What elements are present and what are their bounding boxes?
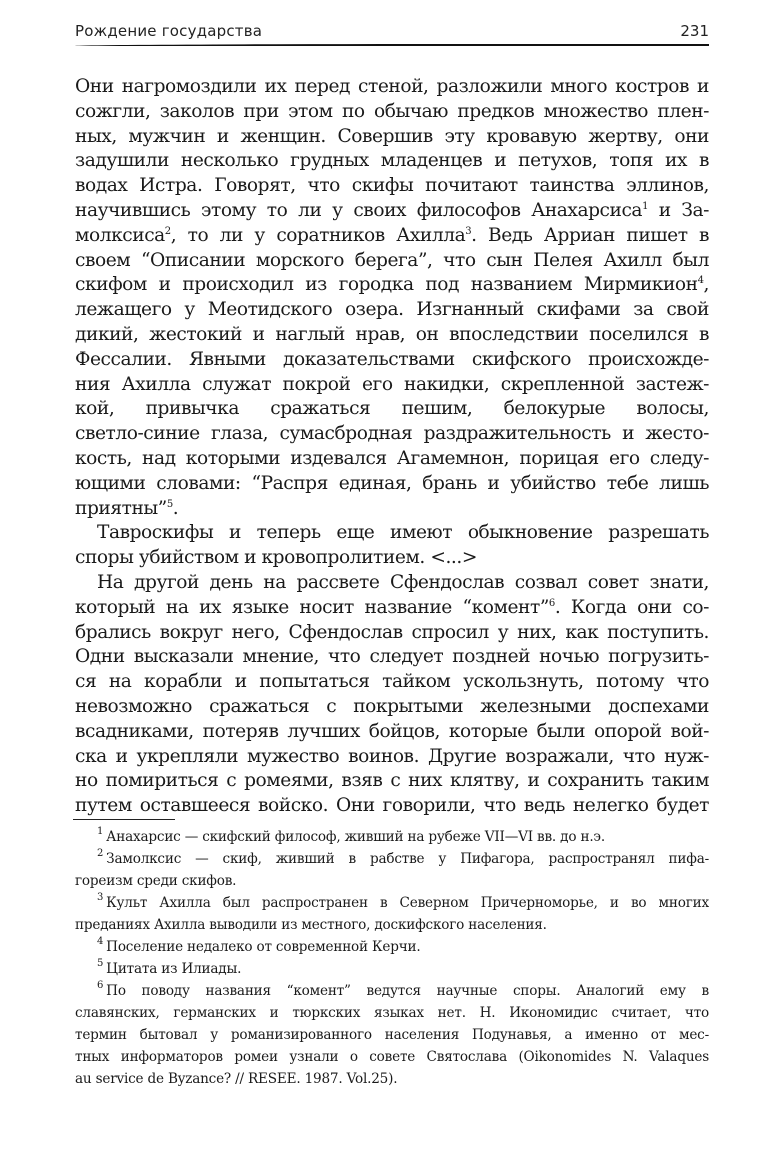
body-text-run: научившись этому то ли у своих философов Анахарсиса — [75, 199, 643, 221]
footnote-number: 3 — [97, 892, 104, 903]
body-text-run: своем “Описании морского берега”, что сын Пелея Ахилл был — [75, 249, 709, 271]
footnote-text: тных информаторов ромеи узнали о совете Святослава (Oikonomides N. Valaques — [75, 1049, 709, 1065]
footnote-ref: 2 — [164, 225, 171, 237]
page-number: 231 — [680, 22, 709, 40]
body-text-run: . Когда они со- — [554, 596, 709, 618]
footnote-text: Замолксис — скиф, живший в рабстве у Пифагора, распространял пифа- — [106, 851, 709, 867]
footnote-separator — [73, 819, 175, 820]
footnote-text: преданиях Ахилла выводили из местного, доскифского населения. — [75, 917, 547, 933]
body-line — [75, 447, 709, 472]
footnote-number: 2 — [97, 848, 104, 859]
body-text-run: скифом и происходил из городка под названием Мирмикион — [75, 274, 698, 296]
body-line — [75, 645, 709, 670]
body-text-run: ния Ахилла служат покрой его накидки, скрепленной застеж- — [75, 373, 709, 395]
body-line — [75, 745, 709, 770]
body-line — [75, 695, 709, 720]
footnote-number: 5 — [97, 958, 104, 969]
footnote-text: Анахарсис — скифский философ, живший на рубеже VII—VI вв. до н.э. — [106, 829, 605, 845]
body-text-run: Тавроскифы и теперь еще имеют обыкновение разрешать — [97, 522, 709, 544]
footnote-number: 4 — [97, 936, 104, 947]
footnote-ref: 4 — [697, 275, 704, 287]
footnote-text: славянских, германских и тюркских языках нет. Н. Икономидис считает, что — [75, 1005, 709, 1021]
body-line — [75, 670, 709, 695]
body-line — [75, 174, 709, 199]
body-text-run: Они нагромоздили их перед стеной, разложили много костров и — [75, 76, 709, 97]
footnote-line — [75, 980, 709, 1002]
footnote-text: По поводу названия “комент” ведутся научные споры. Аналогий ему в — [106, 983, 709, 999]
body-line — [75, 125, 709, 150]
body-line — [75, 571, 709, 596]
footnote-line — [75, 870, 709, 892]
body-text-run: ющими словами: “Распря единая, брань и убийство тебе лишь — [75, 472, 709, 494]
running-title: Рождение государства — [75, 22, 263, 40]
footnote-line — [75, 1002, 709, 1024]
header-rule — [75, 44, 709, 46]
body-text-run: дикий, жестокий и наглый нрав, он впоследствии поселился в — [75, 323, 709, 345]
body-text-run: водах Истра. Говорят, что скифы почитают таинства эллинов, — [75, 175, 709, 197]
body-text-run: который на их языке носит название “комент” — [75, 596, 549, 618]
body-line — [75, 720, 709, 745]
body-line — [75, 472, 709, 497]
body-text-run: брались вокруг него, Сфендослав спросил у них, как поступить. — [75, 621, 709, 643]
footnote-text: термин бытовал у романизированного населения Подунавья, а именно от мес- — [75, 1027, 709, 1043]
footnote-line — [75, 1024, 709, 1046]
body-line — [75, 273, 709, 298]
body-text-run: молксиса — [75, 224, 165, 246]
body-text-run: светло-синие глаза, сумасбродная раздражительность и жесто- — [75, 423, 709, 445]
running-header — [75, 22, 709, 46]
footnote-number: 6 — [97, 980, 104, 991]
body-line — [75, 100, 709, 125]
body-text-run: споры убийством и кровопролитием. <...> — [75, 547, 477, 569]
body-line — [75, 596, 709, 621]
body-line — [75, 249, 709, 274]
body-line — [75, 149, 709, 174]
footnote-ref: 6 — [548, 597, 555, 609]
body-line — [75, 199, 709, 224]
footnote-line — [75, 826, 709, 848]
footnote-line — [75, 1068, 709, 1090]
body-text-run: кость, над которыми издевался Агамемнон, порицая его следу- — [75, 447, 709, 469]
body-text — [75, 75, 709, 819]
footnote-line — [75, 892, 709, 914]
body-line — [75, 422, 709, 447]
body-line — [75, 75, 709, 100]
body-text-run: , — [703, 274, 709, 296]
body-text-run: путем оставшееся войско. Они говорили, что ведь нелегко будет — [75, 795, 709, 817]
footnote-line — [75, 914, 709, 936]
body-text-run: но помириться с ромеями, взяв с них клятву, и сохранить таким — [75, 770, 709, 792]
body-line — [75, 323, 709, 348]
footnote-line — [75, 1046, 709, 1068]
body-text-run: кой, привычка сражаться пешим, белокурые волосы, — [75, 398, 709, 420]
footnote-ref: 3 — [465, 225, 472, 237]
footnote-ref: 1 — [642, 200, 648, 212]
body-line — [75, 348, 709, 373]
footnote-line — [75, 958, 709, 980]
body-text-run: , то ли у соратников Ахилла — [170, 224, 466, 246]
body-line — [75, 497, 709, 522]
body-text-run: всадниками, потеряв лучших бойцов, которые были опорой вой- — [75, 720, 709, 742]
body-text-run: задушили несколько грудных младенцев и петухов, топя их в — [75, 150, 709, 172]
body-text-run: и За- — [648, 199, 709, 221]
body-line — [75, 224, 709, 249]
footnote-line — [75, 848, 709, 870]
body-line — [75, 298, 709, 323]
footnotes — [75, 826, 709, 1090]
footnote-text: Поселение недалеко от современной Керчи. — [106, 939, 421, 955]
footnote-text: Цитата из Илиады. — [106, 961, 242, 977]
body-text-run: ска и укрепляли мужество воинов. Другие возражали, что нуж- — [75, 745, 709, 767]
footnote-line — [75, 936, 709, 958]
body-text-run: . Ведь Арриан пишет в — [471, 224, 709, 246]
body-line — [75, 621, 709, 646]
body-text-run: невозможно сражаться с покрытыми железными доспехами — [75, 695, 709, 717]
body-line — [75, 794, 709, 819]
footnote-text: гореизм среди скифов. — [75, 873, 237, 889]
body-line — [75, 769, 709, 794]
body-text-run: . — [172, 497, 179, 519]
body-text-run: Фессалии. Явными доказательствами скифского происхожде- — [75, 348, 709, 370]
body-text-run: ся на корабли и попытаться тайком ускользнуть, потому что — [75, 671, 709, 693]
footnote-number: 1 — [97, 826, 104, 837]
footnote-text: au service de Byzance? // RESEE. 1987. Vol.25). — [75, 1071, 398, 1087]
body-line — [75, 373, 709, 398]
footnote-ref: 5 — [166, 498, 173, 510]
body-text-run: Одни высказали мнение, что следует поздней ночью погрузить- — [75, 646, 709, 668]
body-text-run: ных, мужчин и женщин. Совершив эту кровавую жертву, они — [75, 125, 709, 147]
body-line — [75, 546, 709, 571]
body-text-run: На другой день на рассвете Сфендослав созвал совет знати, — [97, 571, 709, 593]
body-line — [75, 521, 709, 546]
body-text-run: приятны” — [75, 497, 167, 519]
body-text-run: лежащего у Меотидского озера. Изгнанный скифами за свой — [75, 299, 709, 321]
footnote-text: Культ Ахилла был распространен в Северном Причерноморье, и во многих — [106, 895, 709, 911]
body-line — [75, 397, 709, 422]
body-text-run: сожгли, заколов при этом по обычаю предков множество плен- — [75, 100, 709, 122]
